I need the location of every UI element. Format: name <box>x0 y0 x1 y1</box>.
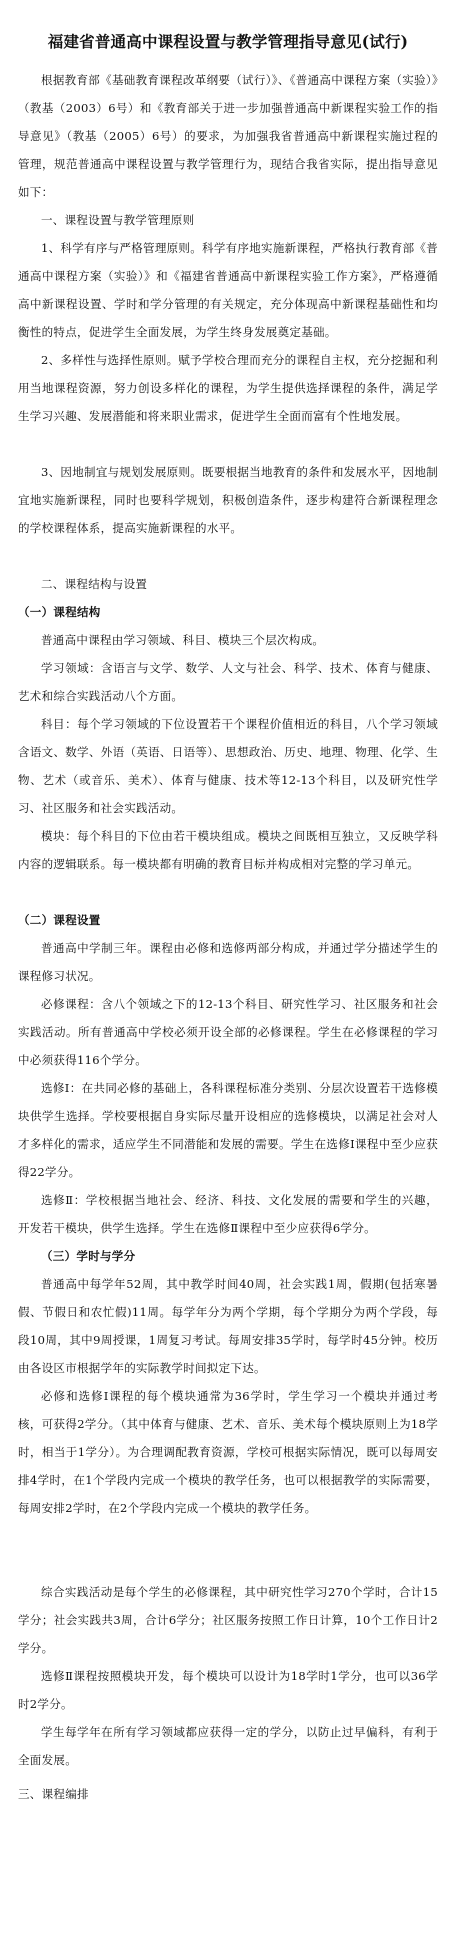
section1-paragraph-2: 2、多样性与选择性原则。赋予学校合理而充分的课程自主权，充分挖掘和利用当地课程资源，努力创设多样化的课程，为学生提供选择课程的条件，满足学生学习兴趣、发展潜能和将来职业需求，促进学生全面而富有个性地发展。 <box>18 353 439 423</box>
section2-sub1-paragraph-1: 普通高中课程由学习领域、科目、模块三个层次构成。 <box>41 633 325 647</box>
section2-sub3-paragraph-5: 学生每学年在所有学习领域都应获得一定的学分，以防止过早偏科，有利于全面发展。 <box>18 1725 438 1767</box>
section1-paragraph-3: 3、因地制宜与规划发展原则。既要根据当地教育的条件和发展水平，因地制宜地实施新课程，同时也要科学规划，积极创造条件，逐步构建符合新课程理念的学校课程体系，提高实施新课程的水平。 <box>18 465 439 535</box>
section2-sub1-heading: （一）课程结构 <box>18 605 101 619</box>
section2-sub3-paragraph-4: 选修Ⅱ课程按照模块开发，每个模块可以设计为18学时1学分，也可以36学时2学分。 <box>18 1669 438 1711</box>
section2-sub3-paragraph-2: 必修和选修Ⅰ课程的每个模块通常为36学时，学生学习一个模块并通过考核，可获得2学分。（其中体育与健康、艺术、音乐、美术每个模块原则上为18学时，相当于1学分）。为合理调配教育资源，学校可根据实际情况，既可以每周安排4学时，在1个学段内完成一个模块的教学任务，也可以根据教学的实际需要，每周安排2学时，在2个学段内完成一个模块的教学任务。 <box>18 1389 438 1515</box>
section2-heading: 二、课程结构与设置 <box>41 577 148 591</box>
section2-sub2-paragraph-1: 普通高中学制三年。课程由必修和选修两部分构成，并通过学分描述学生的课程修习状况。 <box>18 941 438 983</box>
section2-sub2-paragraph-2: 必修课程：含八个领域之下的12-13个科目、研究性学习、社区服务和社会实践活动。所有普通高中学校必须开设全部的必修课程。学生在必修课程的学习中必须获得116个学分。 <box>18 997 438 1067</box>
section2-sub3-paragraph-1: 普通高中每学年52周，其中教学时间40周，社会实践1周，假期(包括寒暑假、节假日和农忙假)11周。每学年分为两个学期，每个学期分为两个学段，每段10周，其中9周授课，1周复习考试。每周安排35学时，每学时45分钟。校历由各设区市根据学年的实际教学时间拟定下达。 <box>18 1277 438 1375</box>
section1-heading: 一、课程设置与教学管理原则 <box>41 213 195 227</box>
section3-heading: 三、课程编排 <box>18 1787 89 1801</box>
intro-paragraph: 根据教育部《基础教育课程改革纲要（试行）》、《普通高中课程方案（实验）》（教基（2003）6号）和《教育部关于进一步加强普通高中新课程实验工作的指导意见》（教基（2005）6号）的要求，为加强我省普通高中新课程实施过程的管理，规范普通高中课程设置与教学管理行为，现结合我省实际，提出指导意见如下： <box>18 73 438 199</box>
section2-sub1-paragraph-4: 模块：每个科目的下位由若干模块组成。模块之间既相互独立，又反映学科内容的逻辑联系。每一模块都有明确的教育目标并构成相对完整的学习单元。 <box>18 829 438 871</box>
section2-sub3-heading: （三）学时与学分 <box>41 1249 136 1263</box>
document-title: 福建省普通高中课程设置与教学管理指导意见(试行) <box>47 32 409 51</box>
section2-sub1-paragraph-3: 科目：每个学习领域的下位设置若干个课程价值相近的科目，八个学习领域含语文、数学、外语（英语、日语等）、思想政治、历史、地理、物理、化学、生物、艺术（或音乐、美术）、体育与健康、技术等12-13个科目，以及研究性学习、社区服务和社会实践活动。 <box>18 717 438 815</box>
section2-sub2-paragraph-4: 选修Ⅱ：学校根据当地社会、经济、科技、文化发展的需要和学生的兴趣，开发若干模块，供学生选择。学生在选修Ⅱ课程中至少应获得6学分。 <box>18 1193 438 1235</box>
section2-sub3-paragraph-3: 综合实践活动是每个学生的必修课程，其中研究性学习270个学时，合计15学分；社会实践共3周，合计6学分；社区服务按照工作日计算，10个工作日计2学分。 <box>18 1585 438 1655</box>
section2-sub2-paragraph-3: 选修Ⅰ：在共同必修的基础上，各科课程标准分类别、分层次设置若干选修模块供学生选择。学校要根据自身实际尽量开设相应的选修模块，以满足社会对人才多样化的需求，适应学生不同潜能和发展的需要。学生在选修Ⅰ课程中至少应获得22学分。 <box>18 1081 438 1179</box>
section2-sub2-heading: （二）课程设置 <box>18 913 101 927</box>
section2-sub1-paragraph-2: 学习领域：含语言与文学、数学、人文与社会、科学、技术、体育与健康、艺术和综合实践活动八个方面。 <box>18 661 438 703</box>
section1-paragraph-1: 1、科学有序与严格管理原则。科学有序地实施新课程，严格执行教育部《普通高中课程方案（实验）》和《福建省普通高中新课程实验工作方案》，严格遵循高中新课程设置、学时和学分管理的有关规定，充分体现高中新课程基础性和均衡性的特点，促进学生全面发展，为学生终身发展奠定基础。 <box>18 241 439 339</box>
